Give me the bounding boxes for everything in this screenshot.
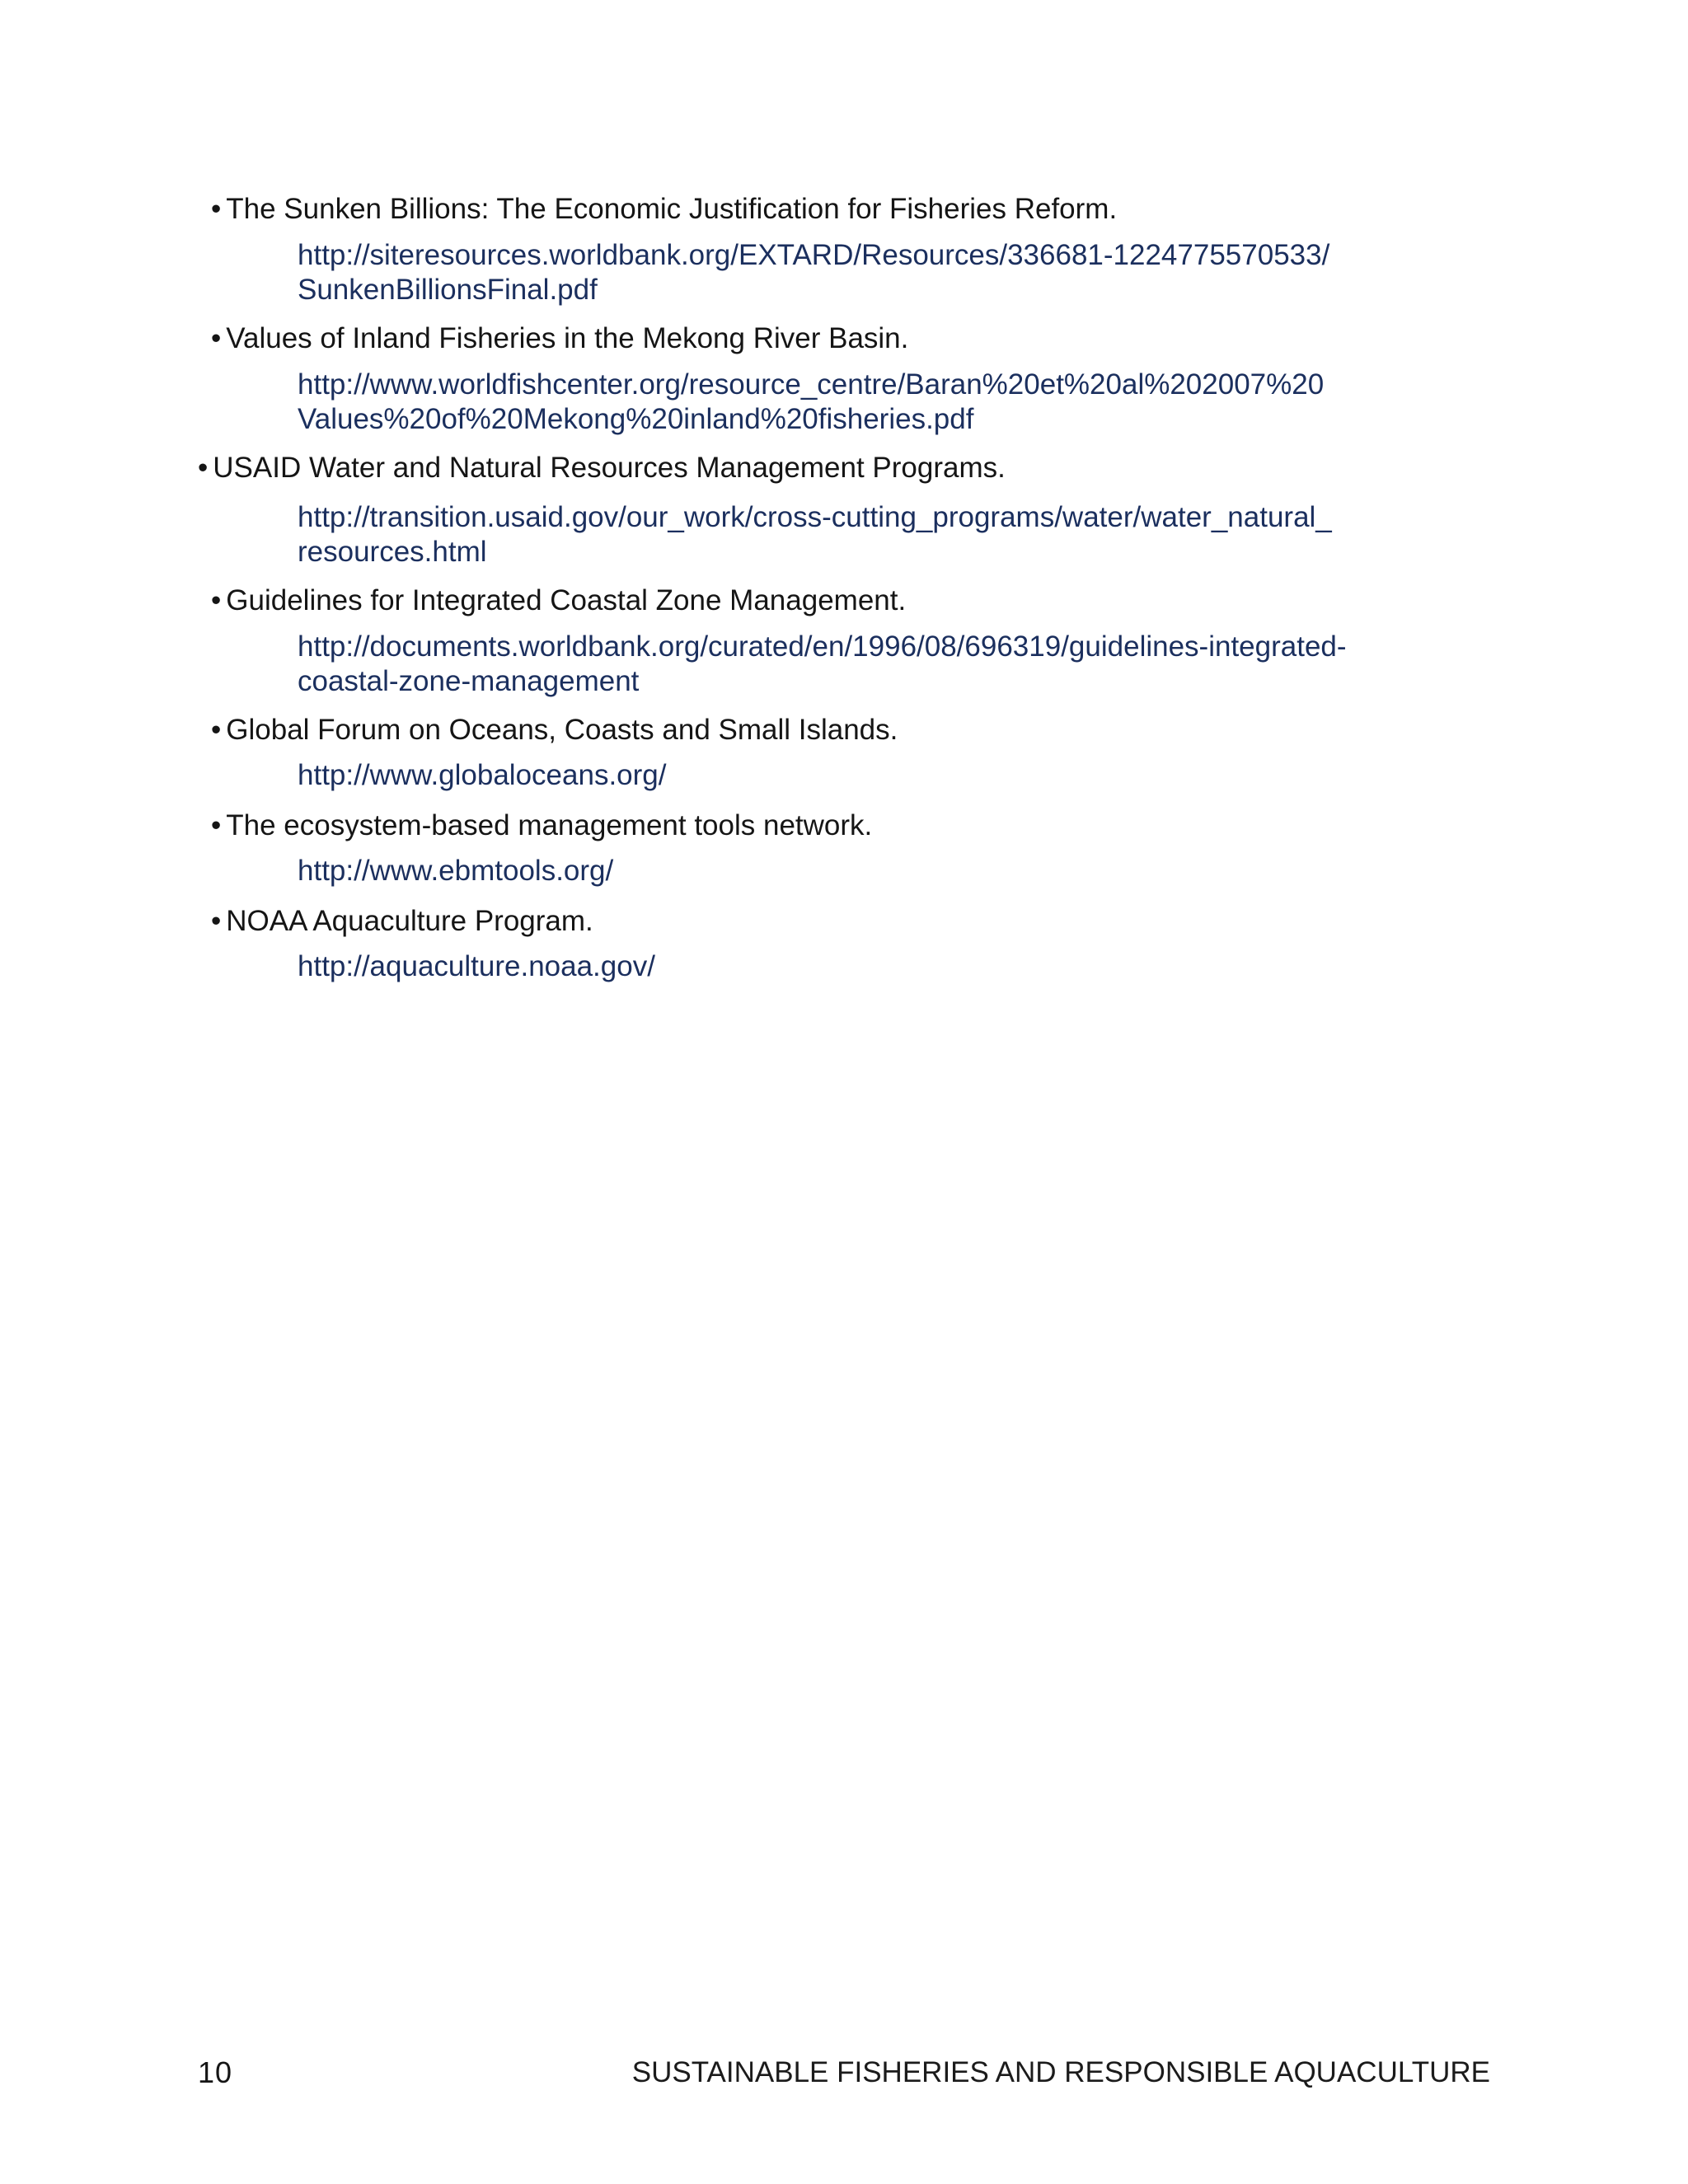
bullet-icon: • [211,714,222,746]
reference-title [211,808,872,843]
reference-link-line: resources.html [298,536,487,568]
reference-link[interactable] [298,758,1353,793]
reference-link[interactable] [298,500,1353,569]
reference-link-line: http://documents.worldbank.org/curated/en/1996/08/696319/guidelines-integrated- [298,630,1347,663]
reference-link[interactable] [298,238,1353,307]
bullet-icon: • [211,322,222,354]
reference-title-text: USAID Water and Natural Resources Management Programs. [213,452,1006,484]
reference-title [211,192,1117,227]
reference-link-line: Values%20of%20Mekong%20inland%20fisheries.pdf [298,403,974,435]
reference-title-text: Guidelines for Integrated Coastal Zone Management. [226,584,907,616]
reference-title-text: Values of Inland Fisheries in the Mekong River Basin. [226,322,909,354]
reference-title-text: The Sunken Billions: The Economic Justification for Fisheries Reform. [226,193,1118,225]
reference-link[interactable] [298,854,1353,888]
reference-link[interactable] [298,630,1353,699]
reference-link[interactable] [298,368,1353,437]
reference-title [211,321,908,356]
reference-title-text: The ecosystem-based management tools network. [226,809,873,841]
reference-link-line: http://aquaculture.noaa.gov/ [298,950,655,982]
reference-title [211,904,593,939]
reference-title [211,583,906,618]
reference-link-line: SunkenBillionsFinal.pdf [298,274,598,306]
bullet-icon: • [211,584,222,616]
reference-title [211,713,898,748]
reference-link-line: http://www.ebmtools.org/ [298,855,614,887]
bullet-icon: • [211,193,222,225]
page-number: 10 [198,2055,233,2089]
bullet-icon: • [198,452,209,484]
reference-title [198,451,1006,485]
reference-link[interactable] [298,949,1353,984]
bullet-icon: • [211,905,222,937]
reference-link-line: http://transition.usaid.gov/our_work/cross-cutting_programs/water/water_natural_ [298,501,1332,533]
reference-title-text: NOAA Aquaculture Program. [226,905,593,937]
reference-link-line: http://siteresources.worldbank.org/EXTARD/Resources/336681-1224775570533/ [298,239,1330,271]
reference-link-line: http://www.worldfishcenter.org/resource_centre/Baran%20et%20al%202007%20 [298,368,1325,401]
reference-link-line: coastal-zone-management [298,665,640,697]
reference-title-text: Global Forum on Oceans, Coasts and Small Islands. [226,714,898,746]
reference-link-line: http://www.globaloceans.org/ [298,759,667,791]
running-footer-title: SUSTAINABLE FISHERIES AND RESPONSIBLE AQUACULTURE [631,2056,1490,2088]
bullet-icon: • [211,809,222,841]
